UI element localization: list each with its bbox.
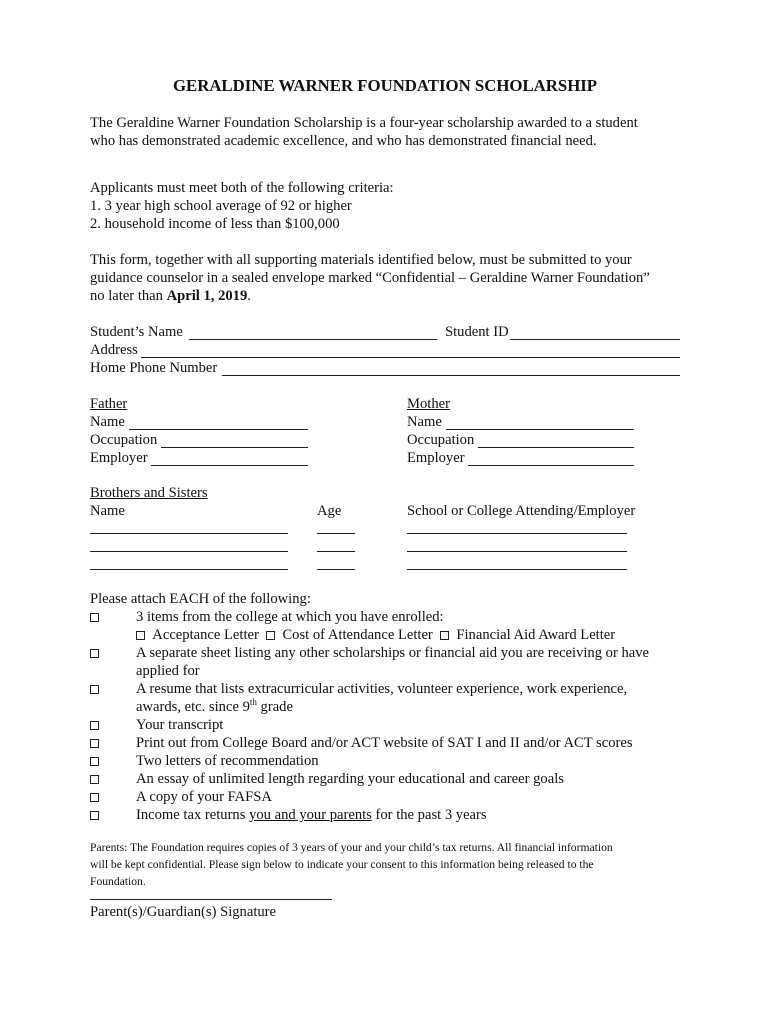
father-name-field[interactable] bbox=[129, 429, 308, 430]
attach-checkbox-3[interactable] bbox=[90, 680, 99, 698]
attach-checkbox-7[interactable] bbox=[90, 770, 99, 788]
ordinal-suffix: th bbox=[249, 697, 257, 708]
mother-occupation-field[interactable] bbox=[478, 447, 634, 448]
checkbox-icon[interactable] bbox=[136, 631, 145, 640]
siblings-heading: Brothers and Sisters bbox=[90, 485, 208, 501]
student-id-label: Student ID bbox=[445, 324, 509, 340]
mother-name-field[interactable] bbox=[446, 429, 634, 430]
mother-employer-field[interactable] bbox=[468, 465, 634, 466]
criteria-item-2: 2. household income of less than $100,000 bbox=[90, 216, 340, 232]
father-occupation-field[interactable] bbox=[161, 447, 308, 448]
parents-note-line-1: Parents: The Foundation requires copies of 3 years of your and your child’s tax returns. All financial information bbox=[90, 841, 613, 854]
checkbox-icon bbox=[90, 757, 99, 766]
sibling-1-name-field[interactable] bbox=[90, 533, 288, 534]
tax-text-underlined: you and your parents bbox=[249, 807, 372, 823]
checkbox-icon[interactable] bbox=[266, 631, 275, 640]
sibling-3-school-field[interactable] bbox=[407, 569, 627, 570]
attach-item-1: 3 items from the college at which you have enrolled: bbox=[136, 609, 444, 625]
attach-item-9 bbox=[136, 806, 487, 824]
attach-subitems bbox=[136, 626, 615, 644]
sibling-3-age-field[interactable] bbox=[317, 569, 355, 570]
page-title: GERALDINE WARNER FOUNDATION SCHOLARSHIP bbox=[172, 76, 598, 95]
attach-item-3-line-2 bbox=[136, 698, 293, 716]
checkbox-icon bbox=[90, 613, 99, 622]
parents-note-line-3: Foundation. bbox=[90, 875, 146, 888]
parents-note-line-2: will be kept confidential. Please sign below to indicate your consent to this information being released to the bbox=[90, 858, 594, 871]
father-occupation-label: Occupation bbox=[90, 432, 158, 448]
address-label: Address bbox=[90, 342, 138, 358]
intro-line-1: The Geraldine Warner Foundation Scholarship is a four-year scholarship awarded to a student bbox=[90, 115, 638, 131]
submission-line-1: This form, together with all supporting materials identified below, must be submitted to your bbox=[90, 252, 632, 268]
submission-line-3 bbox=[90, 287, 251, 305]
sub-cost-letter: Cost of Attendance Letter bbox=[282, 627, 433, 643]
student-id-field[interactable] bbox=[510, 339, 680, 340]
sibling-2-name-field[interactable] bbox=[90, 551, 288, 552]
attach-item-2-line-2: applied for bbox=[136, 663, 200, 679]
tax-text: Income tax returns bbox=[136, 807, 250, 823]
checkbox-icon[interactable] bbox=[440, 631, 449, 640]
checkbox-icon bbox=[90, 775, 99, 784]
attach-item-7: An essay of unlimited length regarding your educational and career goals bbox=[136, 771, 564, 787]
mother-name-label: Name bbox=[407, 414, 442, 430]
checkbox-icon bbox=[90, 793, 99, 802]
student-name-field[interactable] bbox=[189, 339, 437, 340]
resume-text: awards, etc. since 9 bbox=[136, 699, 250, 715]
submission-suffix: . bbox=[247, 288, 251, 304]
attach-checkbox-8[interactable] bbox=[90, 788, 99, 806]
father-name-label: Name bbox=[90, 414, 125, 430]
submission-line-2: guidance counselor in a sealed envelope marked “Confidential – Geraldine Warner Foundation” bbox=[90, 270, 650, 286]
deadline-date: April 1, 2019 bbox=[166, 288, 248, 304]
attach-checkbox-2[interactable] bbox=[90, 644, 99, 662]
attach-item-2-line-1: A separate sheet listing any other scholarships or financial aid you are receiving or have bbox=[136, 645, 650, 661]
siblings-col-school: School or College Attending/Employer bbox=[407, 503, 636, 519]
attach-checkbox-5[interactable] bbox=[90, 734, 99, 752]
submission-prefix: no later than bbox=[90, 288, 167, 304]
father-employer-field[interactable] bbox=[151, 465, 308, 466]
home-phone-field[interactable] bbox=[222, 375, 680, 376]
tax-text-end: for the past 3 years bbox=[371, 807, 487, 823]
attach-checkbox-4[interactable] bbox=[90, 716, 99, 734]
checkbox-icon bbox=[90, 811, 99, 820]
criteria-heading: Applicants must meet both of the following criteria: bbox=[90, 180, 394, 196]
attach-item-6: Two letters of recommendation bbox=[136, 753, 319, 769]
siblings-col-name: Name bbox=[90, 503, 125, 519]
attach-item-3-line-1: A resume that lists extracurricular activities, volunteer experience, work experience, bbox=[136, 681, 628, 697]
attach-heading: Please attach EACH of the following: bbox=[90, 591, 311, 607]
intro-line-2: who has demonstrated academic excellence, and who has demonstrated financial need. bbox=[90, 133, 597, 149]
resume-text-end: grade bbox=[256, 699, 293, 715]
sub-aid-letter: Financial Aid Award Letter bbox=[456, 627, 616, 643]
sibling-2-school-field[interactable] bbox=[407, 551, 627, 552]
checkbox-icon bbox=[90, 649, 99, 658]
attach-item-5: Print out from College Board and/or ACT website of SAT I and II and/or ACT scores bbox=[136, 735, 633, 751]
attach-checkbox-6[interactable] bbox=[90, 752, 99, 770]
student-name-label: Student’s Name bbox=[90, 324, 183, 340]
mother-occupation-label: Occupation bbox=[407, 432, 475, 448]
father-employer-label: Employer bbox=[90, 450, 148, 466]
address-field[interactable] bbox=[141, 357, 680, 358]
signature-field[interactable] bbox=[90, 899, 332, 900]
attach-item-4: Your transcript bbox=[136, 717, 224, 733]
father-heading: Father bbox=[90, 396, 128, 412]
checkbox-icon bbox=[90, 739, 99, 748]
sub-acceptance-letter: Acceptance Letter bbox=[152, 627, 259, 643]
home-phone-label: Home Phone Number bbox=[90, 360, 218, 376]
criteria-item-1: 1. 3 year high school average of 92 or higher bbox=[90, 198, 352, 214]
checkbox-icon bbox=[90, 721, 99, 730]
sibling-3-name-field[interactable] bbox=[90, 569, 288, 570]
attach-checkbox-1[interactable] bbox=[90, 608, 99, 626]
sibling-2-age-field[interactable] bbox=[317, 551, 355, 552]
attach-item-8: A copy of your FAFSA bbox=[136, 789, 272, 805]
sibling-1-school-field[interactable] bbox=[407, 533, 627, 534]
siblings-col-age: Age bbox=[317, 503, 342, 519]
mother-heading: Mother bbox=[407, 396, 450, 412]
signature-label: Parent(s)/Guardian(s) Signature bbox=[90, 904, 277, 920]
mother-employer-label: Employer bbox=[407, 450, 465, 466]
sibling-1-age-field[interactable] bbox=[317, 533, 355, 534]
checkbox-icon bbox=[90, 685, 99, 694]
attach-checkbox-9[interactable] bbox=[90, 806, 99, 824]
